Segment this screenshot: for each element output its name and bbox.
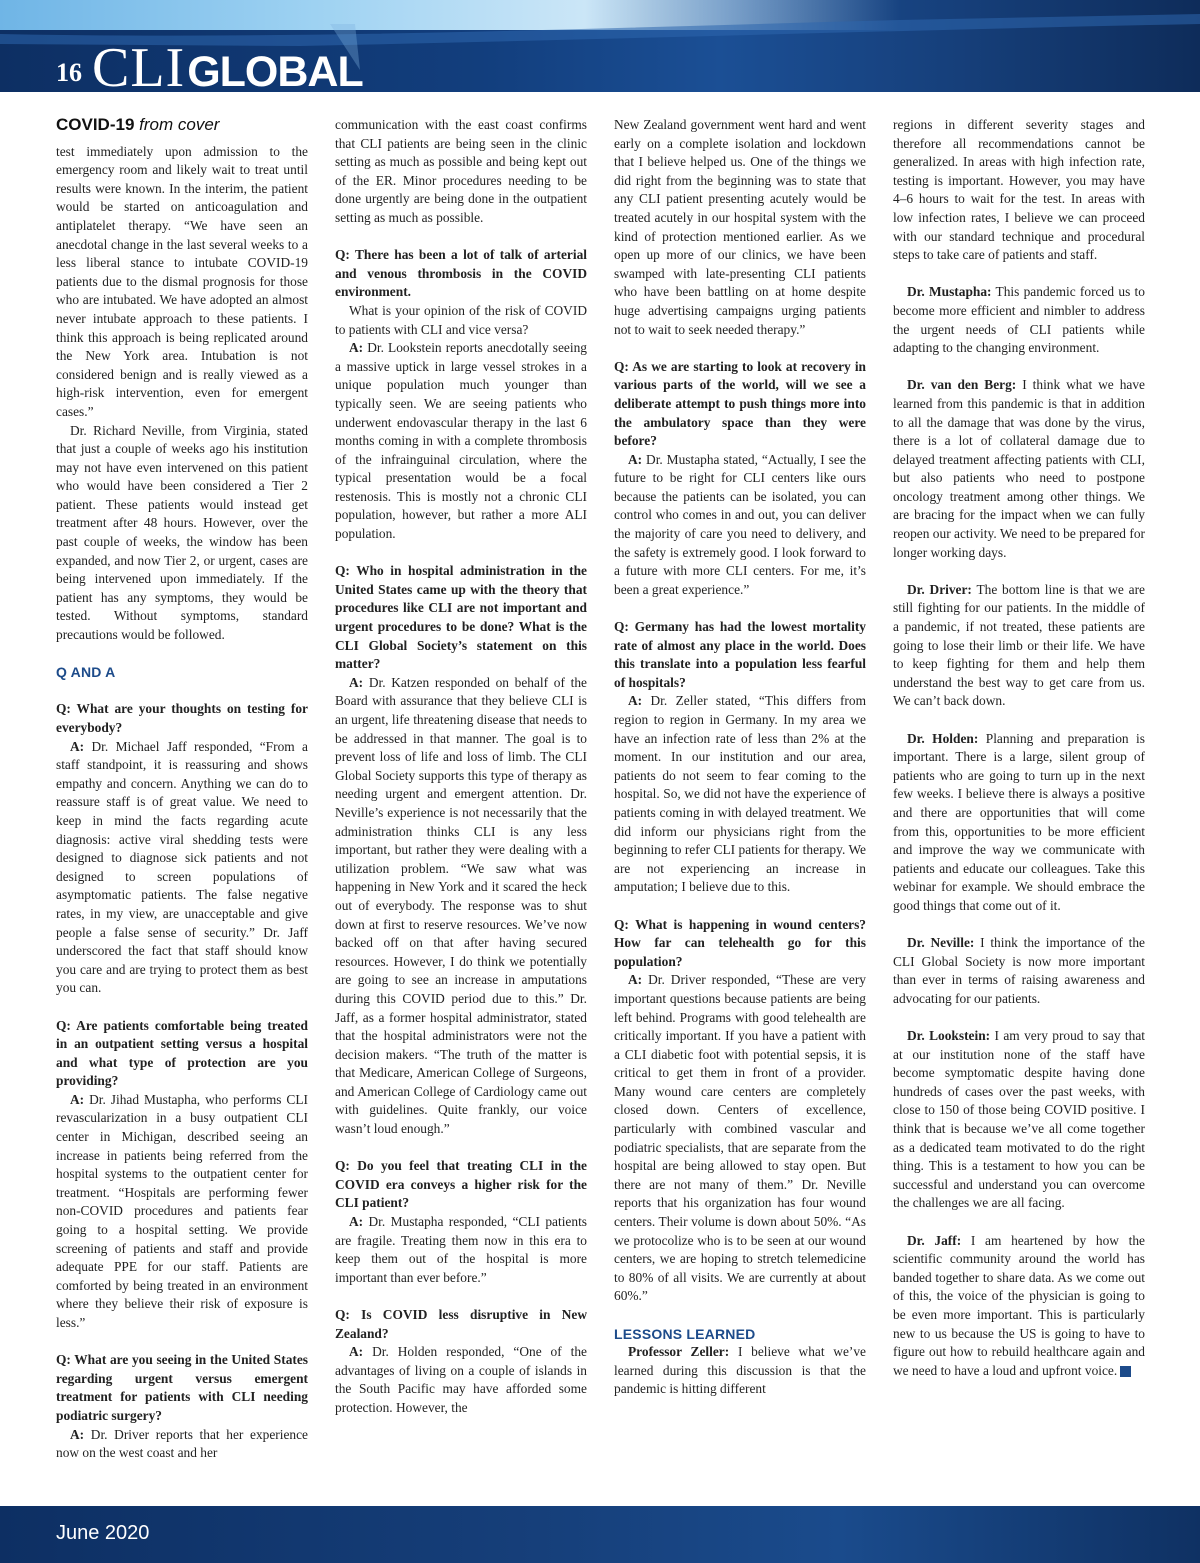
article-column-4	[893, 116, 1145, 1380]
answer	[614, 451, 866, 600]
speaker-label: Dr. Jaff:	[907, 1232, 962, 1248]
kicker-subtitle: from cover	[139, 115, 220, 134]
lesson-paragraph	[893, 1027, 1145, 1213]
speaker-label: Dr. Driver:	[907, 581, 972, 597]
answer-label: A:	[349, 1344, 364, 1360]
question: Q: There has been a lot of talk of arterial and venous thrombosis in the COVID environment.	[335, 247, 587, 300]
answer-text: Dr. Mustapha responded, “CLI patients are fragile. Treating them now in this era to keep them out of the hospital is more important than ever before.”	[335, 1214, 587, 1285]
answer-label: A:	[628, 693, 643, 709]
lesson-text: The bottom line is that we are still fighting for our patients. In the middle of a pandemic, if not treated, these patients are going to lose their limb or their life. We have to keep fighting for them and help them understand the best way to get care from us. We can’t back down.	[893, 581, 1145, 709]
footer-banner	[0, 1506, 1200, 1563]
paragraph: New Zealand government went hard and went early on a complete isolation and lockdown that I believe helped us. One of the things we did right from the beginning was to state that any CLI patient presenting acutely would be treated acutely in our hospital system with the kind of protection mentioned earlier. As we open up more of our clinics, we have been swamped with late-presenting CLI patients who have been battling on at home despite huge advertising campaigns urging patients not to wait to seek needed therapy.”	[614, 117, 866, 337]
speaker-label: Dr. Neville:	[907, 935, 975, 951]
masthead-banner	[0, 0, 1200, 92]
answer-label: A:	[349, 674, 364, 690]
answer-label: A:	[70, 738, 85, 754]
answer-text: Dr. Driver reports that her experience now on the west coast and her	[56, 1426, 308, 1461]
answer-text: Dr. Michael Jaff responded, “From a staff standpoint, it is reassuring and shows empathy and concern. Anything we can do to reassure staff is of great value. We need to keep in mind the facts regarding acute diagnosis: active viral shedding tests were designed to diagnose sick patients and not designed to screen populations of asymptomatic patients. The false negative rates, in my view, are unacceptable and give people a false sense of security.” Dr. Jaff underscored the fact that staff should know you care and are trying to protect them as best you can.	[56, 738, 308, 996]
article-column-3	[614, 116, 866, 1399]
lesson-text: I think what we have learned from this pandemic is that in addition to all the damage that was done by the virus, there is a lot of collateral damage due to delayed treatment affecting patients with CLI, but also patients who need to postpone oncology treatment among other things. We are bracing for the impact when we can fully reopen our activity. We need to be prepared for longer working days.	[893, 377, 1145, 560]
answer	[56, 1426, 308, 1463]
article-column-1	[56, 116, 308, 1463]
lesson-paragraph	[893, 934, 1145, 1008]
article-kicker	[56, 116, 308, 135]
answer-text: Dr. Lookstein reports anecdotally seeing a massive uptick in large vessel strokes in a unique population much younger than typically seen. We are seeing patients who underwent endovascular therapy in the last 6 months coming in with a complete thrombosis of the infrainguinal circulation, where the typical presentation would be a focal restenosis. This is mostly not a chronic CLI population, however, but rather a more ALI population.	[335, 340, 587, 542]
lesson-paragraph	[614, 1343, 866, 1399]
kicker-title: COVID-19	[56, 115, 135, 134]
lesson-paragraph	[893, 283, 1145, 357]
section-heading-qa: Q AND A	[56, 664, 116, 681]
answer-label: A:	[628, 972, 643, 988]
question-body: What is your opinion of the risk of COVID to patients with CLI and vice versa?	[335, 302, 587, 337]
question: Q: Are patients comfortable being treated in an outpatient setting versus a hospital and what type of protection are you providing?	[56, 1017, 308, 1089]
logo-global-text: GLOBAL	[187, 48, 363, 92]
speaker-label: Dr. Lookstein:	[907, 1028, 991, 1044]
answer-text: Dr. Holden responded, “One of the advantages of living on a couple of islands in the South Pacific may have afforded some protection. However, the	[335, 1344, 587, 1415]
lesson-paragraph	[893, 1232, 1145, 1381]
answer	[614, 971, 866, 1306]
answer-text: Dr. Driver responded, “These are very important questions because patients are being left behind. Programs with good telehealth are critically important. If you have a patient with a CLI diabetic foot with potential sepsis, it is critical to get them in front of a provider. Many wound care centers are completely closed down. Centers of excellence, particularly with combined vascular and podiatric specialists, that are separate from the hospital are being allowed to stay open. But there are not many of them.” Dr. Neville reports that his organization has four wound centers. Their volume is down about 50%. “As we protocolize who is to be seen at our wound centers, we are hoping to stretch telemedicine to 80% of all visits. We are currently at about 60%.”	[614, 972, 866, 1304]
lesson-paragraph	[893, 581, 1145, 711]
question: Q: As we are starting to look at recovery in various parts of the world, will we see a deliberate attempt to push things more into the ambulatory space than they were before?	[614, 358, 866, 449]
section-heading-lessons: LESSONS LEARNED	[614, 1325, 756, 1342]
speaker-label: Dr. Holden:	[907, 730, 979, 746]
speaker-label: Dr. van den Berg:	[907, 377, 1017, 393]
cli-global-logo	[92, 36, 363, 92]
question: Q: What are you seeing in the United States regarding urgent versus emergent treatment for patients with CLI needing podiatric surgery?	[56, 1352, 308, 1423]
end-of-article-mark	[1120, 1366, 1131, 1377]
answer-label: A:	[349, 1214, 364, 1230]
question: Q: Do you feel that treating CLI in the COVID era conveys a higher risk for the CLI patient?	[335, 1158, 587, 1211]
question: Q: What is happening in wound centers? How far can telehealth go for this population?	[614, 916, 866, 969]
speaker-label: Professor Zeller:	[628, 1344, 730, 1360]
lesson-text: This pandemic forced us to become more efficient and nimbler to address the urgent needs of CLI patients while adapting to the changing environment.	[893, 284, 1145, 356]
answer-text: Dr. Zeller stated, “This differs from region to region in Germany. In my area we have an infection rate of less than 2% at the moment. In our institution and our area, patients do not seem to fear coming to the hospital. So, we did not have the experience of patients coming in with delayed treatment. We did inform our physicians right from the beginning to refer CLI patients for therapy. We are not experiencing an increase in amputation; I believe due to this.	[614, 693, 866, 895]
answer	[335, 1213, 587, 1287]
page-number: 16	[56, 58, 82, 87]
lesson-paragraph	[893, 730, 1145, 916]
question: Q: Who in hospital administration in the United States came up with the theory that procedures like CLI are not important and urgent procedures to be done? What is the CLI Global Society’s statement on this matter?	[335, 563, 587, 672]
answer	[614, 692, 866, 897]
answer	[335, 339, 587, 544]
answer	[56, 1091, 308, 1333]
answer-label: A:	[628, 451, 643, 467]
question: Q: Germany has had the lowest mortality rate of almost any place in the world. Does this translate into a population less fearful of hospitals?	[614, 619, 866, 690]
lesson-text: I believe what we’ve learned during this discussion is that the pandemic is hitting different	[614, 1344, 866, 1397]
answer	[335, 674, 587, 1139]
lesson-text: Planning and preparation is important. There is a large, silent group of patients who are going to turn up in the next few weeks. I believe there is always a positive and there are opportunities that will come from this, opportunities to be more efficient and improve the way we communicate with patients and educate our colleagues. Take this webinar for example. We should embrace the good things that come out of it.	[893, 730, 1145, 913]
paragraph: regions in different severity stages and therefore all recommendations cannot be generalized. In areas with high infection rate, testing is important. However, you may have 4–6 hours to wait for the test. In areas with low infection rates, I believe we can proceed with our standard technique and procedural steps to take care of patients and staff.	[893, 117, 1145, 263]
question: Q: What are your thoughts on testing for everybody?	[56, 701, 308, 735]
paragraph: test immediately upon admission to the emergency room and likely wait to treat until results were known. In the interim, the patient would be started on anticoagulation and antiplatelet therapy. “We have seen an anecdotal change in the last several weeks to a less liberal stance to intubate COVID-19 patients due to the dismal prognosis for those who are intubated. We have adopted an almost never intubate approach to these patients. I think this approach is being replicated around the New York area. Intubation is not considered benign and is really viewed as a high-risk intervention, even for emergent cases.”	[56, 143, 308, 419]
answer-text: Dr. Mustapha stated, “Actually, I see the future to be right for CLI centers like ours because the patients can be isolated, you can control who comes in and out, you can deliver the majority of care you need to delivery, and the safety is extremely good. I look forward to a future with more CLI centers. For me, it’s been a great experience.”	[614, 451, 866, 597]
answer-label: A:	[70, 1426, 85, 1442]
speaker-label: Dr. Mustapha:	[907, 284, 992, 300]
lesson-paragraph	[893, 376, 1145, 562]
answer	[56, 738, 308, 998]
answer-label: A:	[349, 340, 364, 356]
logo-cli-text: CLI	[92, 37, 186, 92]
answer-text: Dr. Jihad Mustapha, who performs CLI revascularization in a busy outpatient CLI center in Michigan, described seeing an increase in patients being referred from the hospital systems to the outpatient center for treatment. “Hospitals are performing fewer non-COVID procedures and patients fear going to a hospital setting. We provide screening of patients and staff and provide adequate PPE for our staff. Patients are comforted by being treated in an environment where they believe their risk of exposure is less.”	[56, 1091, 308, 1330]
lesson-text: I think the importance of the CLI Global Society is now more important than ever in terms of raising awareness and advocating for our patients.	[893, 935, 1145, 1006]
answer-text: Dr. Katzen responded on behalf of the Board with assurance that they believe CLI is an urgent, life threatening disease that needs to be addressed in that manner. The goal is to prevent loss of life and loss of limb. The CLI Global Society supports this type of therapy as needing urgent and emergent attention. Dr. Neville’s experience is not necessarily that the administration thinks CLI is any less important, but rather they were dealing with a utilization problem. “We saw what was happening in New York and it scared the heck out of everybody. The response was to shut down at first to reserve resources. We’ve now backed off on that after having secured resources. However, I do think we potentially are going to see an increase in amputations during this COVID period due to this.” Dr. Jaff, as a former hospital administrator, stated that the hospital administrators were not the decision makers. “The truth of the matter is that Medicare, American College of Surgeons, and American College of Cardiology came out with guidelines. Quite frankly, our voice wasn’t loud enough.”	[335, 674, 587, 1137]
paragraph: communication with the east coast confirms that CLI patients are being seen in the clinic setting as much as possible and being kept out of the ER. Minor procedures needing to be done urgently are being done in the outpatient setting as much as possible.	[335, 117, 587, 225]
lesson-text: I am very proud to say that at our institution none of the staff have become symptomatic despite having done hundreds of cases over the past weeks, with close to 150 of those being COVID positive. I think that is because we’ve all come together as a dedicated team motivated to do the right thing. This is a testament to how you can be successful and understand you can overcome the challenges we are all facing.	[893, 1028, 1145, 1211]
issue-date: June 2020	[56, 1522, 150, 1544]
question: Q: Is COVID less disruptive in New Zealand?	[335, 1307, 587, 1341]
answer	[335, 1343, 587, 1417]
answer-label: A:	[70, 1091, 85, 1107]
paragraph: Dr. Richard Neville, from Virginia, stated that just a couple of weeks ago his institution may not have even intervened on this patient who would have been considered a Tier 2 patient. These patients would instead get treatment after 48 hours. However, over the past couple of weeks, the window has been expanded, and now Tier 2, or urgent, cases are being intervened upon immediately. If the patient has any symptoms, they would be tested. Without symptoms, standard precautions would be followed.	[56, 422, 308, 643]
lesson-text: I am heartened by how the scientific community around the world has banded together to share data. As we come out of this, the voice of the physician is going to be even more important. This is particularly new to us because the US is going to have to figure out how to rebuild healthcare again and we need to have a loud and upfront voice.	[893, 1232, 1145, 1378]
article-column-2	[335, 116, 587, 1418]
